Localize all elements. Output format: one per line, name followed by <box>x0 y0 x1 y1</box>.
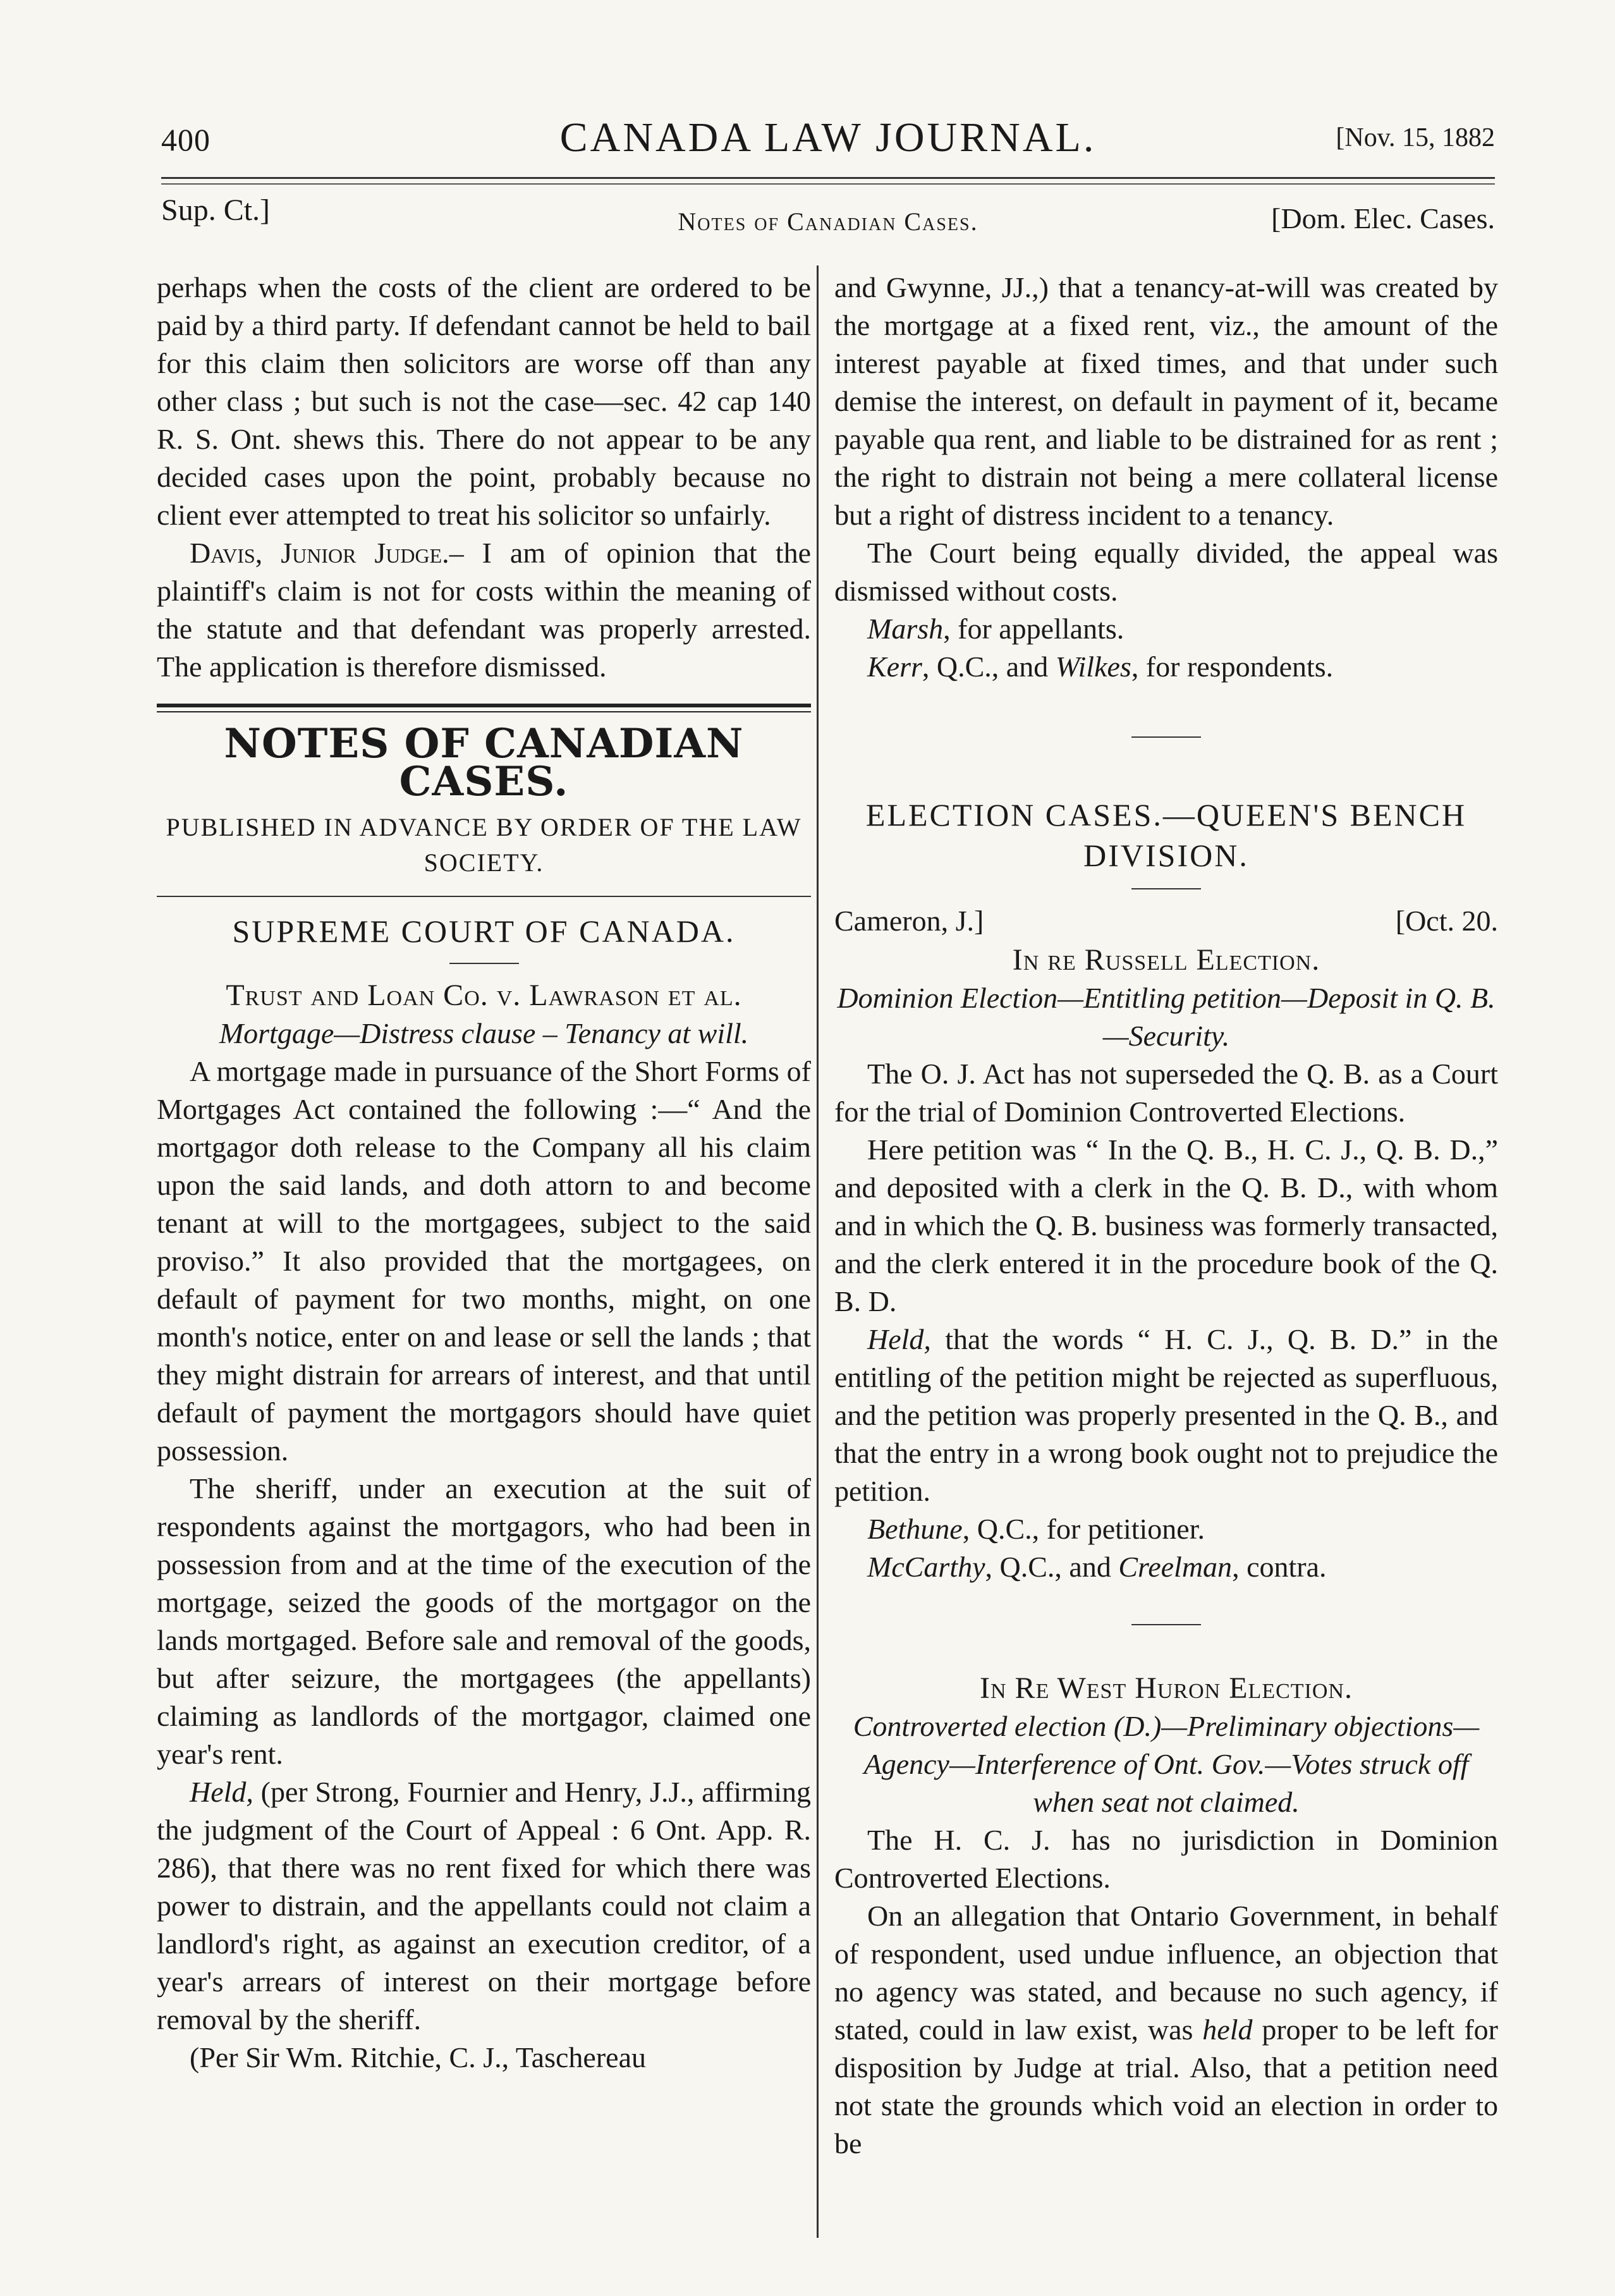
counsel-text: , for appellants. <box>943 613 1124 645</box>
counsel-line <box>834 648 1498 686</box>
counsel-text: , for respondents. <box>1131 650 1334 683</box>
section-reference: Notes of Canadian Cases. <box>678 207 978 236</box>
case-title: In re Russell Election. <box>1012 943 1320 977</box>
issue-date: [Nov. 15, 1882 <box>1336 123 1495 152</box>
section-heading: NOTES OF CANADIAN CASES. <box>224 720 744 805</box>
court-heading: SUPREME COURT OF CANADA. <box>232 913 736 949</box>
counsel-line <box>834 1510 1498 1548</box>
paragraph: Here petition was “ In the Q. B., H. C. J., Q. B. D.,” and deposited with a clerk in the Q. B. D., with whom and in which the Q. B. business was formerly transacted, and the clerk entered it in the procedure book of the Q. B. D. <box>834 1133 1498 1317</box>
judge-name: Davis, Junior Judge. <box>190 537 449 569</box>
left-column <box>157 269 811 2077</box>
case-headnote: Dominion Election—Entitling petition—Deposit in Q. B.—Security. <box>837 982 1496 1052</box>
case-title: Trust and Loan Co. v. Lawrason et al. <box>226 979 742 1012</box>
paragraph: The sheriff, under an execution at the suit of respondents against the mortgagors, who had been in possession from and at the time of the execution of the mortgage, seized the goods of the mortgagor on the lands mortgaged. Before sale and removal of the goods, but after seizure, the mortgagees (the appellants) claiming as landlords of the mortgagor, claimed one year's rent. <box>157 1472 811 1770</box>
divider-rule <box>157 896 811 897</box>
counsel-name: Kerr <box>867 650 922 683</box>
paragraph: perhaps when the costs of the client are ordered to be paid by a third party. If defendant cannot be held to bail for this claim then solicitors are worse off than any other class ; but such is not the case—sec. 42 cap 140 R. S. Ont. shews this. There do not appear to be any decided cases upon the point, probably because no client ever attempted to treat his solicitor so unfairly. <box>157 271 811 531</box>
held-label: Held, <box>190 1776 253 1808</box>
paragraph <box>834 1897 1498 2163</box>
paragraph: The Court being equally divided, the appeal was dismissed without costs. <box>834 537 1498 607</box>
held-label: held <box>1202 2013 1253 2046</box>
header-rule-secondary <box>161 183 1495 185</box>
short-rule <box>1131 1624 1201 1625</box>
right-column <box>834 269 1498 2163</box>
page-number: 400 <box>161 122 210 157</box>
election-heading: ELECTION CASES.—QUEEN'S BENCH DIVISION. <box>865 797 1467 873</box>
counsel-name: Marsh <box>867 613 944 645</box>
judge-name: Cameron, J.] <box>834 905 984 937</box>
judge-line <box>834 902 1498 941</box>
paragraph: The H. C. J. has no jurisdiction in Dominion Controverted Elections. <box>834 1824 1498 1894</box>
paragraph: (Per Sir Wm. Ritchie, C. J., Taschereau <box>190 2041 646 2073</box>
case-headnote: Mortgage—Distress clause – Tenancy at will. <box>219 1017 749 1049</box>
held-label: Held, <box>867 1323 931 1355</box>
counsel-name: Creelman <box>1118 1551 1233 1583</box>
case-headnote: Controverted election (D.)—Preliminary objections—Agency—Interference of Ont. Gov.—Votes struck off when seat not claimed. <box>853 1710 1480 1818</box>
short-rule <box>1131 888 1201 889</box>
paragraph: A mortgage made in pursuance of the Short Forms of Mortgages Act contained the following :—“ And the mortgagor doth release to the Company all his claim upon the said lands, and doth attorn to and become tenant at will to the mortgagees, subject to the said proviso.” It also provided that the mortgagees, on default of payment for two months, might, on one month's notice, enter on and lease or sell the lands ; that they might distrain for arrears of interest, and that until default of payment the mortgagors should have quiet possession. <box>157 1055 811 1467</box>
paragraph <box>157 1773 811 2039</box>
journal-title: CANADA LAW JOURNAL. <box>559 114 1097 161</box>
paragraph-text: On an allegation that Ontario Government, in behalf of respondent, used undue influence, an objection that no agency was stated, and because no such agency, if stated, could in law exist, was <box>834 1900 1498 2046</box>
section-rule-thick <box>157 704 811 707</box>
section-subheading: PUBLISHED IN ADVANCE BY ORDER OF THE LAW SOCIETY. <box>166 813 802 877</box>
counsel-text: , Q.C., for petitioner. <box>962 1513 1205 1545</box>
paragraph: The O. J. Act has not superseded the Q. B. as a Court for the trial of Dominion Controverted Elections. <box>834 1058 1498 1128</box>
series-reference: [Dom. Elec. Cases. <box>1271 202 1495 235</box>
sub-header <box>161 193 1495 250</box>
counsel-name: McCarthy <box>867 1551 985 1583</box>
counsel-text: , Q.C., and <box>922 650 1056 683</box>
paragraph-text: that the words “ H. C. J., Q. B. D.” in the entitling of the petition might be rejected as superfluous, and the petition was properly presented in the Q. B., and that the entry in a wrong book ought not to prejudice the petition. <box>834 1323 1498 1507</box>
paragraph-text: (per Strong, Fournier and Henry, J.J., affirming the judgment of the Court of Appeal : 6 Ont. App. R. 286), that there was no rent fixed for which there was power to distrain, and the appellants could not claim a landlord's right, as against an execution creditor, of a year's arrears of interest on their mortgage before removal by the sheriff. <box>157 1776 811 2036</box>
header-rule <box>161 177 1495 179</box>
short-rule <box>1131 736 1201 738</box>
paragraph <box>157 534 811 686</box>
short-rule <box>449 963 519 964</box>
counsel-line <box>834 610 1498 648</box>
counsel-text: , Q.C., and <box>985 1551 1119 1583</box>
court-reference: Sup. Ct.] <box>161 193 271 227</box>
running-head <box>161 114 1495 171</box>
judgment-date: [Oct. 20. <box>1395 905 1498 937</box>
paragraph: and Gwynne, JJ.,) that a tenancy-at-will was created by the mortgage at a fixed rent, viz., the amount of the interest payable at fixed times, and that under such demise the interest, on default in payment of it, became payable qua rent, and liable to be distrained for as rent ; the right to distrain not being a mere collateral license but a right of distress incident to a tenancy. <box>834 271 1498 531</box>
counsel-line <box>834 1548 1498 1586</box>
paragraph-text: – I am of opinion that the plaintiff's claim is not for costs within the meaning of the statute and that defendant was properly arrested. The application is therefore dismissed. <box>157 537 811 683</box>
case-title: In Re West Huron Election. <box>980 1671 1353 1705</box>
column-divider <box>817 266 819 2238</box>
counsel-name: Wilkes <box>1055 650 1131 683</box>
paragraph <box>834 1321 1498 1510</box>
section-rule-thin <box>157 711 811 712</box>
counsel-text: , contra. <box>1232 1551 1327 1583</box>
paragraph-text: proper to be left for disposition by Judge at trial. Also, that a petition need not state the grounds which void an election in order to be <box>834 2013 1499 2159</box>
counsel-name: Bethune <box>867 1513 963 1545</box>
